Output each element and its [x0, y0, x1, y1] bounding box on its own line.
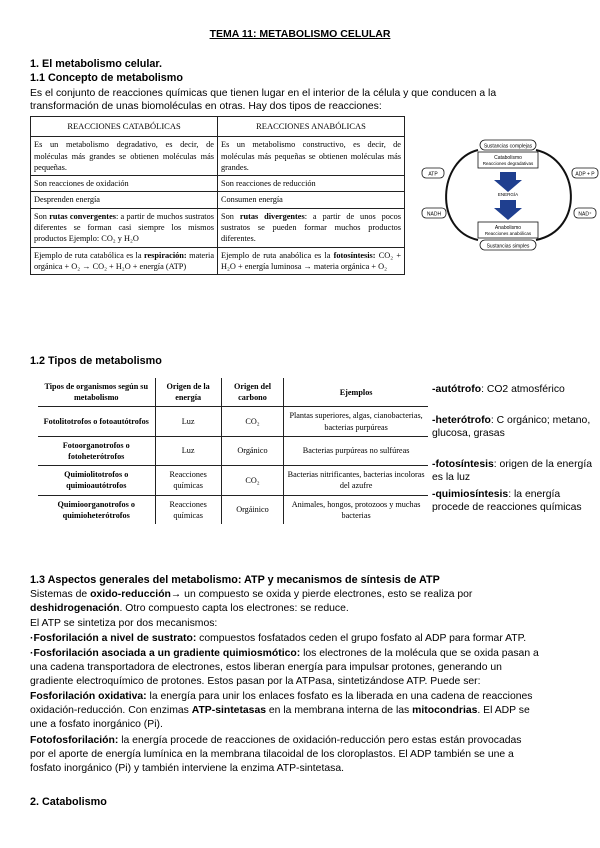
col-header-energy: Origen de la energía	[155, 378, 221, 407]
section-2-heading: 2. Catabolismo	[30, 796, 107, 808]
table-cell: Desprenden energía	[31, 192, 218, 208]
col-header-examples: Ejemplos	[284, 378, 428, 407]
table-cell: Es un metabolismo constructivo, es decir, de moléculas más pequeñas se obtienen moléculas más grandes.	[218, 137, 405, 176]
table-cell: Animales, hongos, protozoos y muchas bacterias	[284, 495, 428, 524]
note-quimiosintesis: -quimiosíntesis: la energía procede de reacciones químicas	[432, 489, 582, 514]
table-cell: Luz	[155, 407, 221, 436]
table-cell: Reacciones químicas	[155, 466, 221, 495]
table-cell: CO₂	[221, 407, 283, 436]
table-row	[31, 208, 405, 247]
energy-label: ENERGÍA	[497, 192, 519, 197]
metabolism-types-table	[38, 378, 428, 524]
adp-label: ADP + P	[575, 171, 595, 178]
intro-line-1: Es el conjunto de reacciones químicas que tienen lugar en el interior de la célula y que conducen a la	[30, 88, 497, 99]
table-cell: Bacterias purpúreas no sulfúreas	[284, 436, 428, 465]
table-cell: Orgánico	[221, 436, 283, 465]
table-cell: Quimioorganotrofos o quimioheterótrofos	[57, 499, 135, 520]
note-heterotrofo: -heterótrofo: C orgánico; metano, glucosa, grasas	[432, 415, 591, 440]
table-row	[38, 436, 428, 465]
catabolism-label: Catabolismo	[494, 155, 522, 161]
paragraph-line: fosfato inorgánico (Pi) y también interviene la enzima ATP-sintetasa.	[30, 763, 344, 774]
note-autotrofo: -autótrofo: CO2 atmosférico	[432, 384, 565, 395]
intro-line-2: transformación de unas biomoléculas en otras. Hay dos tipos de reacciones:	[30, 101, 382, 112]
table-row	[31, 137, 405, 176]
paragraph-line: El ATP se sintetiza por dos mecanismos:	[30, 618, 218, 629]
col-header-type: Tipos de organismos según su metabolismo	[38, 378, 155, 407]
catabolism-sublabel: Reacciones degradativas	[482, 161, 534, 166]
paragraph-line: por el aporte de energía lumínica en la membrana tilacoidal de los cloroplastos. El ADP también se une a	[30, 749, 514, 760]
col-header-carbon: Origen del carbono	[221, 378, 283, 407]
section-1-1-heading: 1.1 Concepto de metabolismo	[30, 72, 183, 84]
paragraph-line: oxidación-reducción. Con enzimas ATP-sintetasas en la membrana interna de las mitocondrias. El ADP se	[30, 705, 530, 716]
document-title: TEMA 11: METABOLISMO CELULAR	[209, 28, 391, 40]
energy-arrow-bottom	[494, 200, 522, 220]
paragraph-line: Sistemas de oxido-reducción→ un compuesto se oxida y pierde electrones, esto se realiza por	[30, 589, 473, 600]
catabolic-header: REACCIONES CATABÓLICAS	[31, 117, 218, 137]
section-1-3-heading: 1.3 Aspectos generales del metabolismo: ATP y mecanismos de síntesis de ATP	[30, 574, 440, 586]
paragraph-line: Fosforilación oxidativa: la energía para unir los enlaces fosfato es la liberada en una cadena de reacciones	[30, 691, 533, 702]
section-1-2-heading: 1.2 Tipos de metabolismo	[30, 355, 162, 367]
table-cell: Es un metabolismo degradativo, es decir, de moléculas más grandes se obtienen moléculas más pequeñas.	[31, 137, 218, 176]
anabolism-sublabel: Reacciones anabólicas	[484, 231, 532, 236]
paragraph-line: une a fosfato inorgánico (Pi).	[30, 719, 163, 730]
paragraph-line: gradiente electroquímico de protones. Estos pasan por la ATPasa, sintetizándose ATP. Puede ser:	[30, 676, 481, 687]
table-cell: Orgáinico	[221, 495, 283, 524]
energy-arrow-top	[494, 172, 522, 192]
table-cell: Son rutas divergentes: a partir de unos pocos sustratos se pueden formar muchos productos diferentes.	[218, 208, 405, 247]
nadh-label: NADH	[426, 211, 442, 218]
section-1-heading: 1. El metabolismo celular.	[30, 58, 163, 70]
nad-label: NAD⁺	[578, 211, 592, 218]
table-row	[38, 495, 428, 524]
table-row	[31, 192, 405, 208]
table-cell: Reacciones químicas	[155, 495, 221, 524]
reactions-table	[30, 116, 405, 275]
paragraph-line: ·Fosforilación a nivel de sustrato: compuestos fosfatados ceden el grupo fosfato al ADP para formar ATP.	[30, 633, 527, 644]
table-row	[31, 247, 405, 275]
table-cell: Consumen energía	[218, 192, 405, 208]
anabolic-header: REACCIONES ANABÓLICAS	[218, 117, 405, 137]
table-cell: Son rutas convergentes: a partir de muchos sustratos diferentes se forman casi siempre los mismos productos Ejemplo: CO₂ y H₂O	[31, 208, 218, 247]
metabolism-diagram	[418, 130, 600, 260]
paragraph-line: ·Fosforilación asociada a un gradiente quimiosmótico: los electrones de la molécula que se oxida pasan a	[30, 648, 539, 659]
table-row	[31, 176, 405, 192]
table-cell: Son reacciones de reducción	[218, 176, 405, 192]
paragraph-line: una cadena transportadora de electrones, estos liberan energía para impulsar protones, generando un	[30, 662, 502, 673]
paragraph-line: Fotofosforilación: la energía procede de reacciones de oxidación-reducción pero estas están provocadas	[30, 735, 522, 746]
table-cell: Luz	[155, 436, 221, 465]
table-row	[38, 466, 428, 495]
table-cell: Fotoorganotrofos o fotoheterótrofos	[38, 436, 155, 465]
table-cell: Ejemplo de ruta catabólica es la respiración: materia orgánica + O₂ → CO₂ + H₂O + energía (ATP)	[31, 247, 218, 275]
table-row	[38, 407, 428, 436]
table-cell: Ejemplo de ruta anabólica es la fotosíntesis: CO₂ + H₂O + energía luminosa → materia orgánica + O₂	[218, 247, 405, 275]
table-cell: Plantas superiores, algas, cianobacterias, bacterias purpúreas	[284, 407, 428, 436]
table-cell: Bacterias nitrificantes, bacterias incoloras del azufre	[284, 466, 428, 495]
left-arc	[446, 150, 478, 240]
table-cell: Son reacciones de oxidación	[31, 176, 218, 192]
table-cell: Fotolitotrofos o fotoautótrofos	[38, 407, 155, 436]
table-cell: CO₂	[221, 466, 283, 495]
right-arc	[536, 150, 571, 240]
simple-substances-label: Sustancias simples	[486, 243, 530, 250]
table-cell: Quimiolitotrofos o quimioautótrofos	[38, 466, 155, 495]
note-fotosintesis: -fotosíntesis: origen de la energía es la luz	[432, 459, 592, 484]
complex-substances-label: Sustancias complejas	[483, 143, 533, 150]
paragraph-line: deshidrogenación. Otro compuesto capta los electrones: se reduce.	[30, 603, 349, 614]
atp-label: ATP	[428, 171, 438, 178]
anabolism-label: Anabolismo	[494, 225, 522, 231]
